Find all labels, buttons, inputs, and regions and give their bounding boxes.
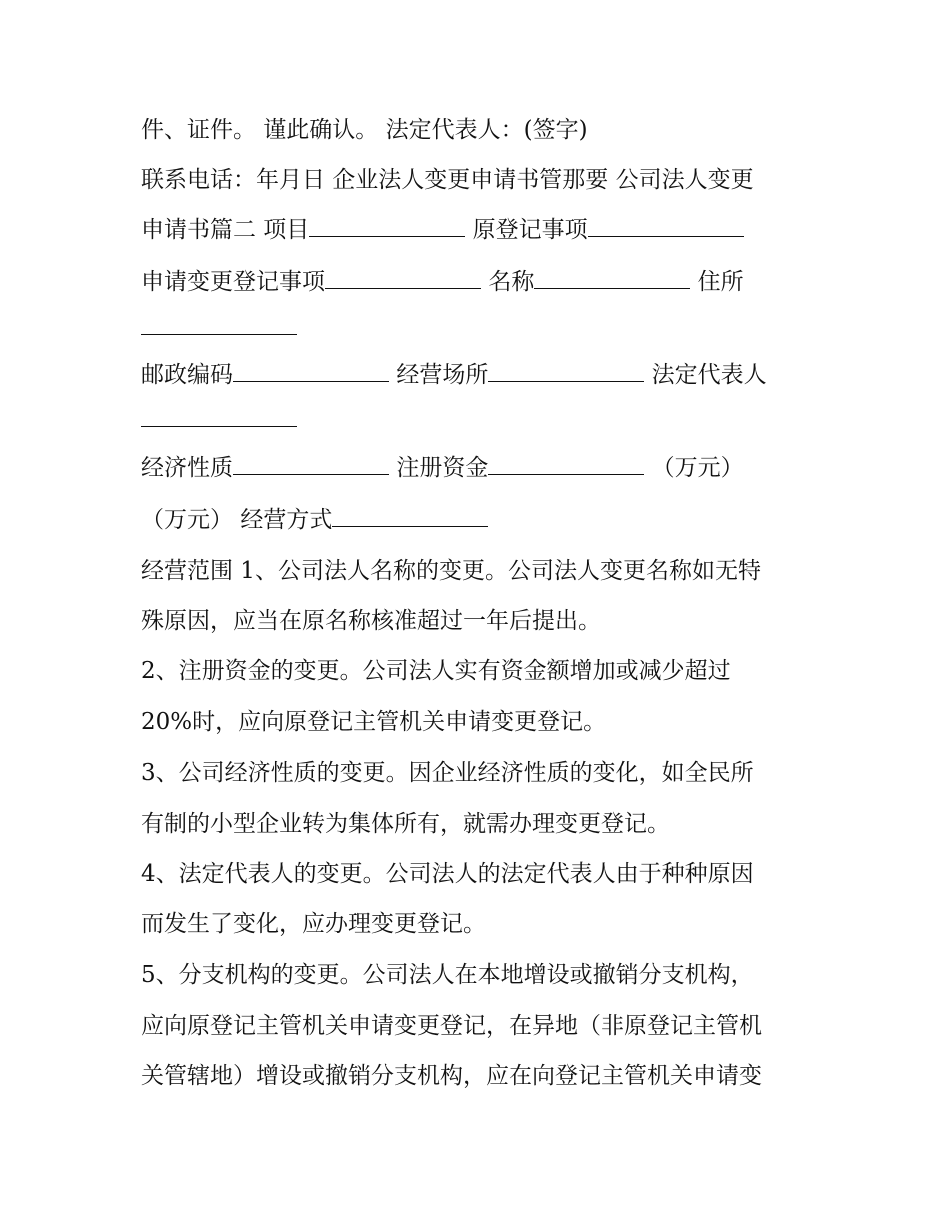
form-blank <box>325 266 481 289</box>
text-line: 殊原因，应当在原名称核准超过一年后提出。 <box>141 608 601 634</box>
unit-label: （万元） <box>651 455 744 481</box>
form-row <box>141 266 841 298</box>
text-line: 有制的小型企业转为集体所有，就需办理变更登记。 <box>141 811 670 837</box>
form-blank <box>332 504 488 527</box>
form-blank <box>488 452 644 475</box>
text-line: 件、证件。 谨此确认。 法定代表人：(签字) <box>141 117 588 143</box>
unit-label: （万元） <box>141 507 233 533</box>
form-label-business-mode: 经营方式 <box>240 507 333 533</box>
form-label-business-place: 经营场所 <box>396 362 489 388</box>
text-line: 经营范围 1、公司法人名称的变更。公司法人变更名称如无特 <box>141 558 761 584</box>
form-label-registered-capital: 注册资金 <box>396 455 489 481</box>
form-row <box>141 359 841 391</box>
text-line: 3、公司经济性质的变更。因企业经济性质的变化，如全民所 <box>141 760 754 786</box>
form-label-postal-code: 邮政编码 <box>141 362 233 388</box>
text-line: 联系电话：年月日 企业法人变更申请书管那要 公司法人变更 <box>141 167 754 193</box>
form-blank <box>309 214 465 237</box>
form-label-change-items: 申请变更登记事项 <box>141 269 325 295</box>
form-row <box>141 504 841 536</box>
form-label-address: 住所 <box>697 269 744 295</box>
form-blank <box>233 359 389 382</box>
form-row <box>141 312 841 344</box>
text-line: 2、注册资金的变更。公司法人实有资金额增加或减少超过 <box>141 658 731 684</box>
form-blank <box>488 359 644 382</box>
form-blank <box>141 404 297 427</box>
form-blank <box>588 214 744 237</box>
form-row <box>141 452 841 484</box>
text-line: 而发生了变化，应办理变更登记。 <box>141 911 486 937</box>
text-line: 关管辖地）增设或撤销分支机构，应在向登记主管机关申请变 <box>141 1063 762 1089</box>
text-line: 20%时，应向原登记主管机关申请变更登记。 <box>141 709 607 735</box>
form-label-name: 名称 <box>488 269 535 295</box>
form-label-intro: 申请书篇二 项目 <box>141 217 310 243</box>
form-blank <box>534 266 690 289</box>
form-row <box>141 214 841 246</box>
text-line: 4、法定代表人的变更。公司法人的法定代表人由于种种原因 <box>141 861 754 887</box>
form-blank <box>141 312 297 335</box>
form-blank <box>233 452 389 475</box>
text-line: 5、分支机构的变更。公司法人在本地增设或撤销分支机构， <box>141 962 754 988</box>
text-line: 应向原登记主管机关申请变更登记，在异地（非原登记主管机 <box>141 1013 762 1039</box>
form-label-original-items: 原登记事项 <box>472 217 588 243</box>
form-label-legal-rep: 法定代表人 <box>651 362 767 388</box>
form-label-economic-nature: 经济性质 <box>141 455 233 481</box>
form-row <box>141 404 841 436</box>
